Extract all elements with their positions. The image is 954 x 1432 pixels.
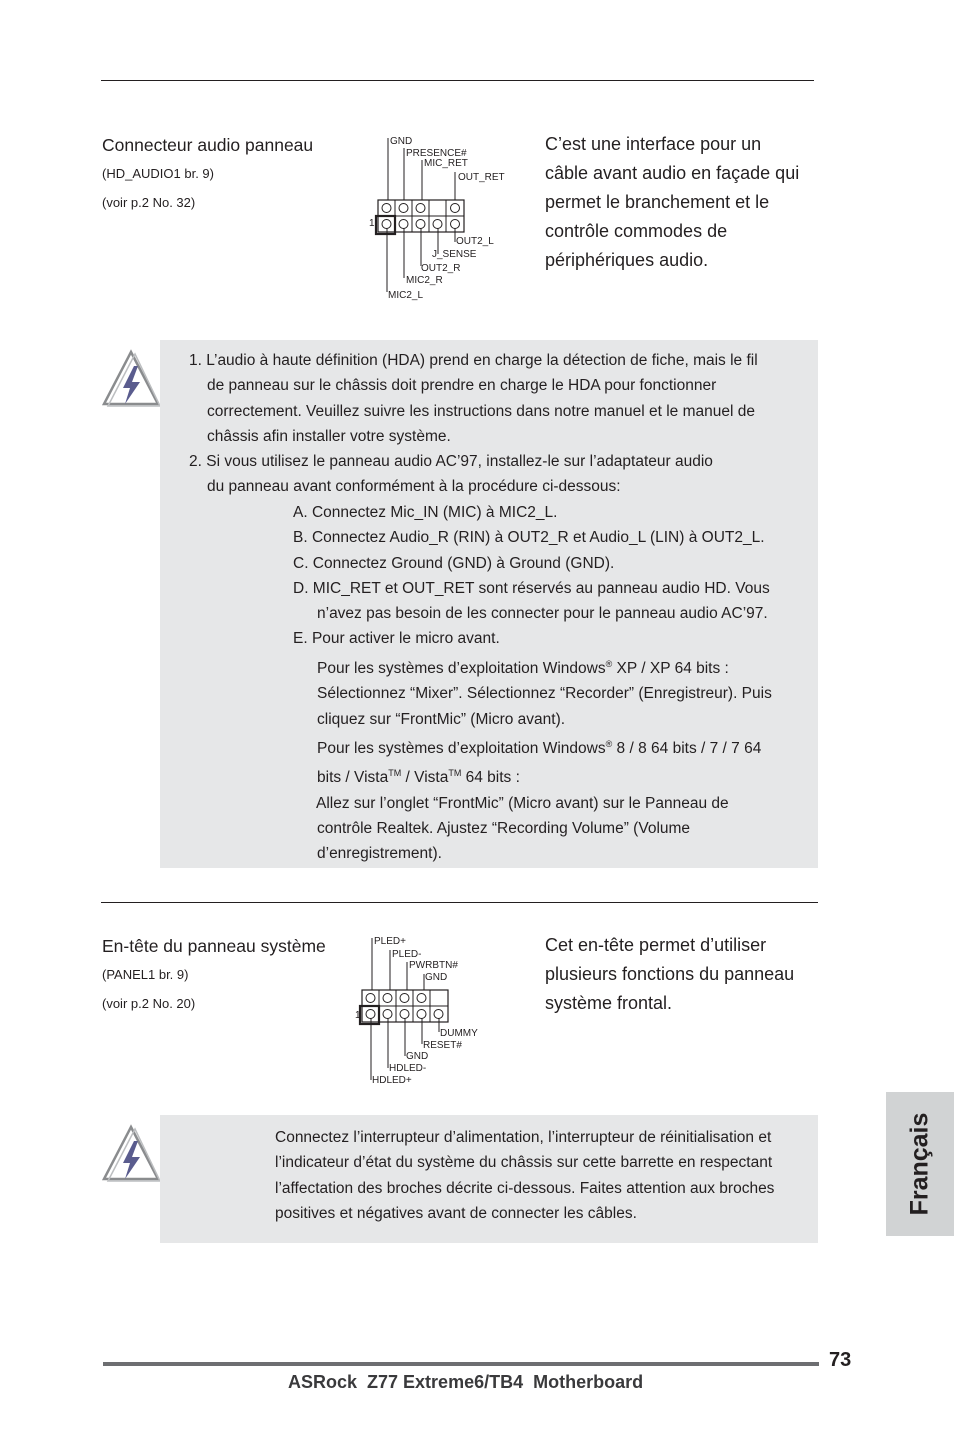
registered-mark: ® <box>605 658 613 669</box>
warning-icon <box>100 1123 162 1185</box>
step-b: B. Connectez Audio_R (RIN) à OUT2_R et Audio_L (LIN) à OUT2_L. <box>293 529 765 547</box>
xp-text-a: Pour les systèmes d’exploitation Windows <box>317 659 606 677</box>
pin-label-out2-r: OUT2_R <box>421 263 461 274</box>
description-line: câble avant audio en façade qui <box>545 163 800 183</box>
audio-header-description <box>545 130 799 275</box>
step-d: D. MIC_RET et OUT_RET sont réservés au panneau audio HD. Vous <box>293 579 770 597</box>
pin-label-gnd-top: GND <box>425 972 448 983</box>
xp-line-2: Sélectionnez “Mixer”. Sélectionnez “Recorder” (Enregistreur). Puis <box>317 685 772 703</box>
audio-note-item-1 <box>189 348 758 500</box>
note-line: de panneau sur le châssis doit prendre en charge le HDA pour fonctionner <box>207 377 717 395</box>
pin1-marker: 1 <box>369 218 375 229</box>
win7-line-4: contrôle Realtek. Ajustez “Recording Volume” (Volume <box>317 820 691 838</box>
panel-header-description <box>545 931 794 1018</box>
pin-label-mic2-l: MIC2_L <box>388 290 424 301</box>
note-line: châssis afin installer votre système. <box>207 427 451 445</box>
step-c: C. Connectez Ground (GND) à Ground (GND). <box>293 554 615 572</box>
xp-text-b: XP / XP 64 bits : <box>612 659 729 677</box>
win7-line-3: Allez sur l’onglet “FrontMic” (Micro avant) sur le Panneau de <box>316 794 729 812</box>
pin1-marker: 1 <box>355 1010 361 1021</box>
win7-text-b: 8 / 8 64 bits / 7 / 7 64 <box>612 739 762 757</box>
panel-header-see: (voir p.2 No. 20) <box>102 996 196 1011</box>
pin-label-pled-minus: PLED- <box>392 949 422 960</box>
footer-title: ASRock Z77 Extreme6/TB4 Motherboard <box>288 1372 644 1392</box>
pin-label-reset: RESET# <box>423 1040 462 1051</box>
note-line: positives et négatives avant de connecter les câbles. <box>275 1204 637 1222</box>
win7-line-1 <box>293 732 772 761</box>
description-line: périphériques audio. <box>545 250 709 270</box>
win7-line-5: d’enregistrement). <box>317 845 442 863</box>
xp-line-3: cliquez sur “FrontMic” (Micro avant). <box>317 710 566 728</box>
pin-label-out2-l: OUT2_L <box>456 236 494 247</box>
xp-line-1 <box>293 652 772 681</box>
step-d-cont: n’avez pas besoin de les connecter pour le panneau audio AC’97. <box>317 605 768 623</box>
step-a: A. Connectez Mic_IN (MIC) à MIC2_L. <box>293 504 558 521</box>
top-rule <box>101 80 814 81</box>
win7-text-c: bits / Vista <box>317 769 389 787</box>
note-line: du panneau avant conformément à la procédure ci-dessous: <box>207 478 621 496</box>
description-line: plusieurs fonctions du panneau <box>545 964 795 984</box>
pin-label-mic-ret: MIC_RET <box>424 158 468 169</box>
trademark-mark: TM <box>448 768 462 779</box>
audio-header-ref: (HD_AUDIO1 br. 9) <box>102 166 214 181</box>
note-line: correctement. Veuillez suivre les instructions dans notre manuel et le manuel de <box>207 402 755 420</box>
audio-note-steps <box>293 500 772 867</box>
description-line: Cet en-tête permet d’utiliser <box>545 935 767 955</box>
description-line: contrôle commodes de <box>545 221 728 241</box>
win7-line-2 <box>293 761 772 790</box>
panel-header-ref: (PANEL1 br. 9) <box>102 967 189 982</box>
note-line: 2. Si vous utilisez le panneau audio AC’97, installez-le sur l’adaptateur audio <box>189 453 713 471</box>
pin-label-mic2-r: MIC2_R <box>406 275 443 286</box>
pin-label-pwrbtn: PWRBTN# <box>409 960 458 971</box>
win7-text-e: 64 bits : <box>461 769 520 787</box>
description-line: permet le branchement et le <box>545 192 770 212</box>
pin-label-hdled-plus: HDLED+ <box>372 1075 412 1086</box>
note-line: l’affectation des broches décrite ci-dessous. Faites attention aux broches <box>275 1179 775 1197</box>
language-side-tab <box>886 1092 954 1236</box>
note-line: 1. L’audio à haute définition (HDA) prend en charge la détection de fiche, mais le fil <box>189 352 758 369</box>
win7-text-a: Pour les systèmes d’exploitation Windows <box>317 739 606 757</box>
panel-note-text <box>275 1125 774 1226</box>
note-line: l’indicateur d’état du système du châssis sur cette barrette en respectant <box>275 1154 773 1172</box>
pin-label-presence: PRESENCE# <box>406 148 467 159</box>
pin-label-pled-plus: PLED+ <box>374 936 406 947</box>
audio-header-see: (voir p.2 No. 32) <box>102 195 196 210</box>
pin-label-gnd: GND <box>390 136 413 147</box>
panel-header-diagram <box>354 932 494 1088</box>
pin-label-out-ret: OUT_RET <box>458 172 505 183</box>
pin-label-hdled-minus: HDLED- <box>389 1063 427 1074</box>
trademark-mark: TM <box>388 768 402 779</box>
footer-rule <box>103 1362 819 1366</box>
pin-label-dummy: DUMMY <box>440 1028 478 1039</box>
page-number: 73 <box>829 1349 852 1371</box>
middle-rule <box>101 902 818 903</box>
warning-icon <box>100 348 162 410</box>
side-tab-label: Français <box>905 1112 934 1216</box>
description-line: système frontal. <box>545 993 673 1013</box>
audio-header-diagram <box>366 132 516 304</box>
step-e: E. Pour activer le micro avant. <box>293 630 500 648</box>
description-line: C’est une interface pour un <box>545 134 762 154</box>
note-line: Connectez l’interrupteur d’alimentation, l’interrupteur de réinitialisation et <box>275 1129 772 1146</box>
pin-label-gnd-bottom: GND <box>406 1051 429 1062</box>
audio-header-title: Connecteur audio panneau <box>102 135 314 155</box>
pin-label-j-sense: J_SENSE <box>432 249 477 260</box>
win7-text-d: / Vista <box>401 769 449 787</box>
registered-mark: ® <box>605 738 613 749</box>
panel-header-title: En-tête du panneau système <box>102 936 326 956</box>
